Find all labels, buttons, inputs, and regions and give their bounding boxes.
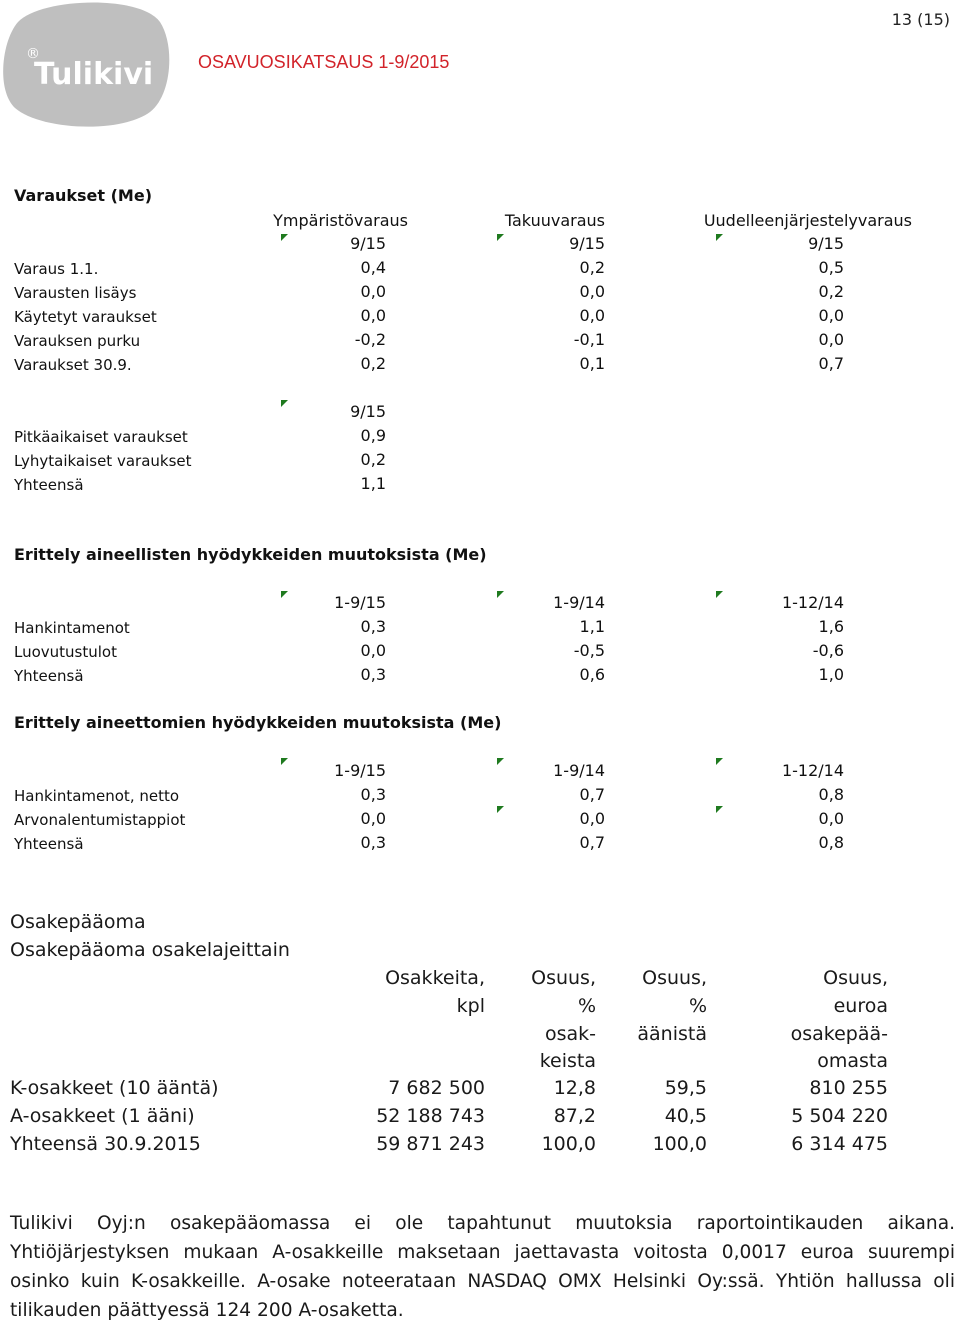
row-label: Varaus 1.1. [14, 260, 99, 278]
svg-text:Tulikivi: Tulikivi [34, 57, 154, 92]
cell-marker [281, 591, 288, 598]
col-header-environment: Ympäristövaraus [273, 211, 408, 230]
value-cell: 0,3 [360, 617, 386, 636]
value-cell: -0,1 [573, 330, 605, 349]
row-label: Arvonalentumistappiot [14, 811, 186, 829]
value-cell: -0,2 [354, 330, 386, 349]
row-label: Pitkäaikaiset varaukset [14, 428, 188, 446]
row-label: K-osakkeet (10 ääntä) [10, 1077, 219, 1099]
value-cell: 0,0 [360, 809, 386, 828]
cell-marker [497, 758, 504, 765]
value-cell: 0,0 [579, 282, 605, 301]
cell-marker [281, 234, 288, 241]
value-cell: 1,6 [818, 617, 844, 636]
value-cell: 7 682 500 [388, 1077, 485, 1099]
col-header: osakepää- [790, 1023, 888, 1045]
value-cell: 0,0 [818, 809, 844, 828]
value-cell: 0,7 [579, 785, 605, 804]
cell-marker [716, 758, 723, 765]
cell-marker [497, 234, 504, 241]
value-cell: 0,4 [360, 258, 386, 277]
row-label: Varausten lisäys [14, 284, 137, 302]
share-capital-subtitle: Osakepääoma osakelajeittain [10, 939, 290, 961]
row-label: Hankintamenot [14, 619, 130, 637]
period-header: 9/15 [808, 234, 844, 253]
cell-marker [281, 400, 288, 407]
value-cell: 0,3 [360, 785, 386, 804]
value-cell: 0,2 [818, 282, 844, 301]
col-header: % [688, 995, 707, 1017]
col-header-restructuring: Uudelleenjärjestelyvaraus [703, 211, 912, 230]
report-title: OSAVUOSIKATSAUS 1-9/2015 [198, 52, 450, 72]
period-header: 9/15 [350, 234, 386, 253]
row-label: Käytetyt varaukset [14, 308, 157, 326]
value-cell: -0,6 [812, 641, 844, 660]
value-cell: 0,2 [360, 354, 386, 373]
svg-text:®: ® [26, 46, 40, 62]
row-label: Yhteensä [14, 835, 84, 853]
row-label: Varaukset 30.9. [14, 356, 132, 374]
tangible-title: Erittely aineellisten hyödykkeiden muutoksista (Me) [14, 545, 487, 564]
col-header: % [577, 995, 596, 1017]
col-header: keista [539, 1050, 596, 1072]
tulikivi-logo [0, 0, 170, 128]
period-header: 9/15 [350, 402, 386, 421]
cell-marker [497, 591, 504, 598]
col-header: euroa [833, 995, 888, 1017]
value-cell: 0,0 [818, 330, 844, 349]
value-cell: 0,2 [579, 258, 605, 277]
value-cell: 810 255 [809, 1077, 888, 1099]
value-cell: 0,9 [360, 426, 386, 445]
row-label: Luovutustulot [14, 643, 117, 661]
cell-marker [716, 591, 723, 598]
value-cell: 0,7 [818, 354, 844, 373]
col-header: osak- [544, 1023, 596, 1045]
period-header: 1-9/15 [334, 761, 386, 780]
col-header: Osuus, [642, 967, 707, 989]
value-cell: 5 504 220 [791, 1105, 888, 1127]
col-header: Osakkeita, [385, 967, 485, 989]
row-label: Yhteensä 30.9.2015 [10, 1133, 201, 1155]
period-header: 1-9/14 [553, 761, 605, 780]
row-label: Varauksen purku [14, 332, 141, 350]
value-cell: 87,2 [553, 1105, 596, 1127]
period-header: 1-9/14 [553, 593, 605, 612]
period-header: 9/15 [569, 234, 605, 253]
row-label: Lyhytaikaiset varaukset [14, 452, 192, 470]
cell-marker [716, 806, 723, 813]
provisions-title: Varaukset (Me) [14, 186, 153, 205]
col-header: Osuus, [823, 967, 888, 989]
value-cell: 40,5 [664, 1105, 707, 1127]
value-cell: 0,3 [360, 833, 386, 852]
value-cell: 1,0 [818, 665, 844, 684]
value-cell: 1,1 [360, 474, 386, 493]
value-cell: 6 314 475 [791, 1133, 888, 1155]
period-header: 1-12/14 [781, 593, 844, 612]
share-capital-title: Osakepääoma [10, 911, 146, 933]
value-cell: 59,5 [664, 1077, 707, 1099]
value-cell: 0,2 [360, 450, 386, 469]
value-cell: 0,6 [579, 665, 605, 684]
value-cell: 0,8 [818, 833, 844, 852]
row-label: Yhteensä [14, 667, 84, 685]
period-header: 1-12/14 [781, 761, 844, 780]
value-cell: 0,0 [579, 809, 605, 828]
body-paragraph: Tulikivi Oyj:n osakepääomassa ei ole tapahtunut muutoksia raportointikauden aikana. Yhtiöjärjestyksen mukaan A-osakkeille maksetaan jaettavasta voitosta 0,0017 euroa suurempi osinko kuin K-osakkeille. A-osake noteerataan NASDAQ OMX Helsinki Oy:ssä. Yhtiön hallussa oli tilikauden päättyessä 124 200 A-osaketta. [10, 1213, 955, 1321]
col-header: kpl [456, 995, 485, 1017]
col-header-warranty: Takuuvaraus [504, 211, 605, 230]
value-cell: 0,7 [579, 833, 605, 852]
value-cell: 100,0 [541, 1133, 596, 1155]
value-cell: 1,1 [579, 617, 605, 636]
value-cell: 0,0 [818, 306, 844, 325]
row-label: Yhteensä [14, 476, 84, 494]
col-header: omasta [817, 1050, 888, 1072]
col-header: Osuus, [531, 967, 596, 989]
value-cell: 0,0 [579, 306, 605, 325]
intangible-title: Erittely aineettomien hyödykkeiden muutoksista (Me) [14, 713, 502, 732]
value-cell: 12,8 [553, 1077, 596, 1099]
value-cell: 0,0 [360, 306, 386, 325]
cell-marker [716, 234, 723, 241]
value-cell: -0,5 [573, 641, 605, 660]
value-cell: 59 871 243 [376, 1133, 485, 1155]
col-header: äänistä [637, 1023, 707, 1045]
cell-marker [497, 806, 504, 813]
row-label: Hankintamenot, netto [14, 787, 180, 805]
value-cell: 0,1 [579, 354, 605, 373]
cell-marker [281, 758, 288, 765]
period-header: 1-9/15 [334, 593, 386, 612]
value-cell: 0,8 [818, 785, 844, 804]
page-number: 13 (15) [891, 10, 950, 29]
value-cell: 0,5 [818, 258, 844, 277]
value-cell: 0,0 [360, 641, 386, 660]
value-cell: 100,0 [652, 1133, 707, 1155]
value-cell: 0,0 [360, 282, 386, 301]
row-label: A-osakkeet (1 ääni) [10, 1105, 195, 1127]
value-cell: 0,3 [360, 665, 386, 684]
value-cell: 52 188 743 [376, 1105, 485, 1127]
